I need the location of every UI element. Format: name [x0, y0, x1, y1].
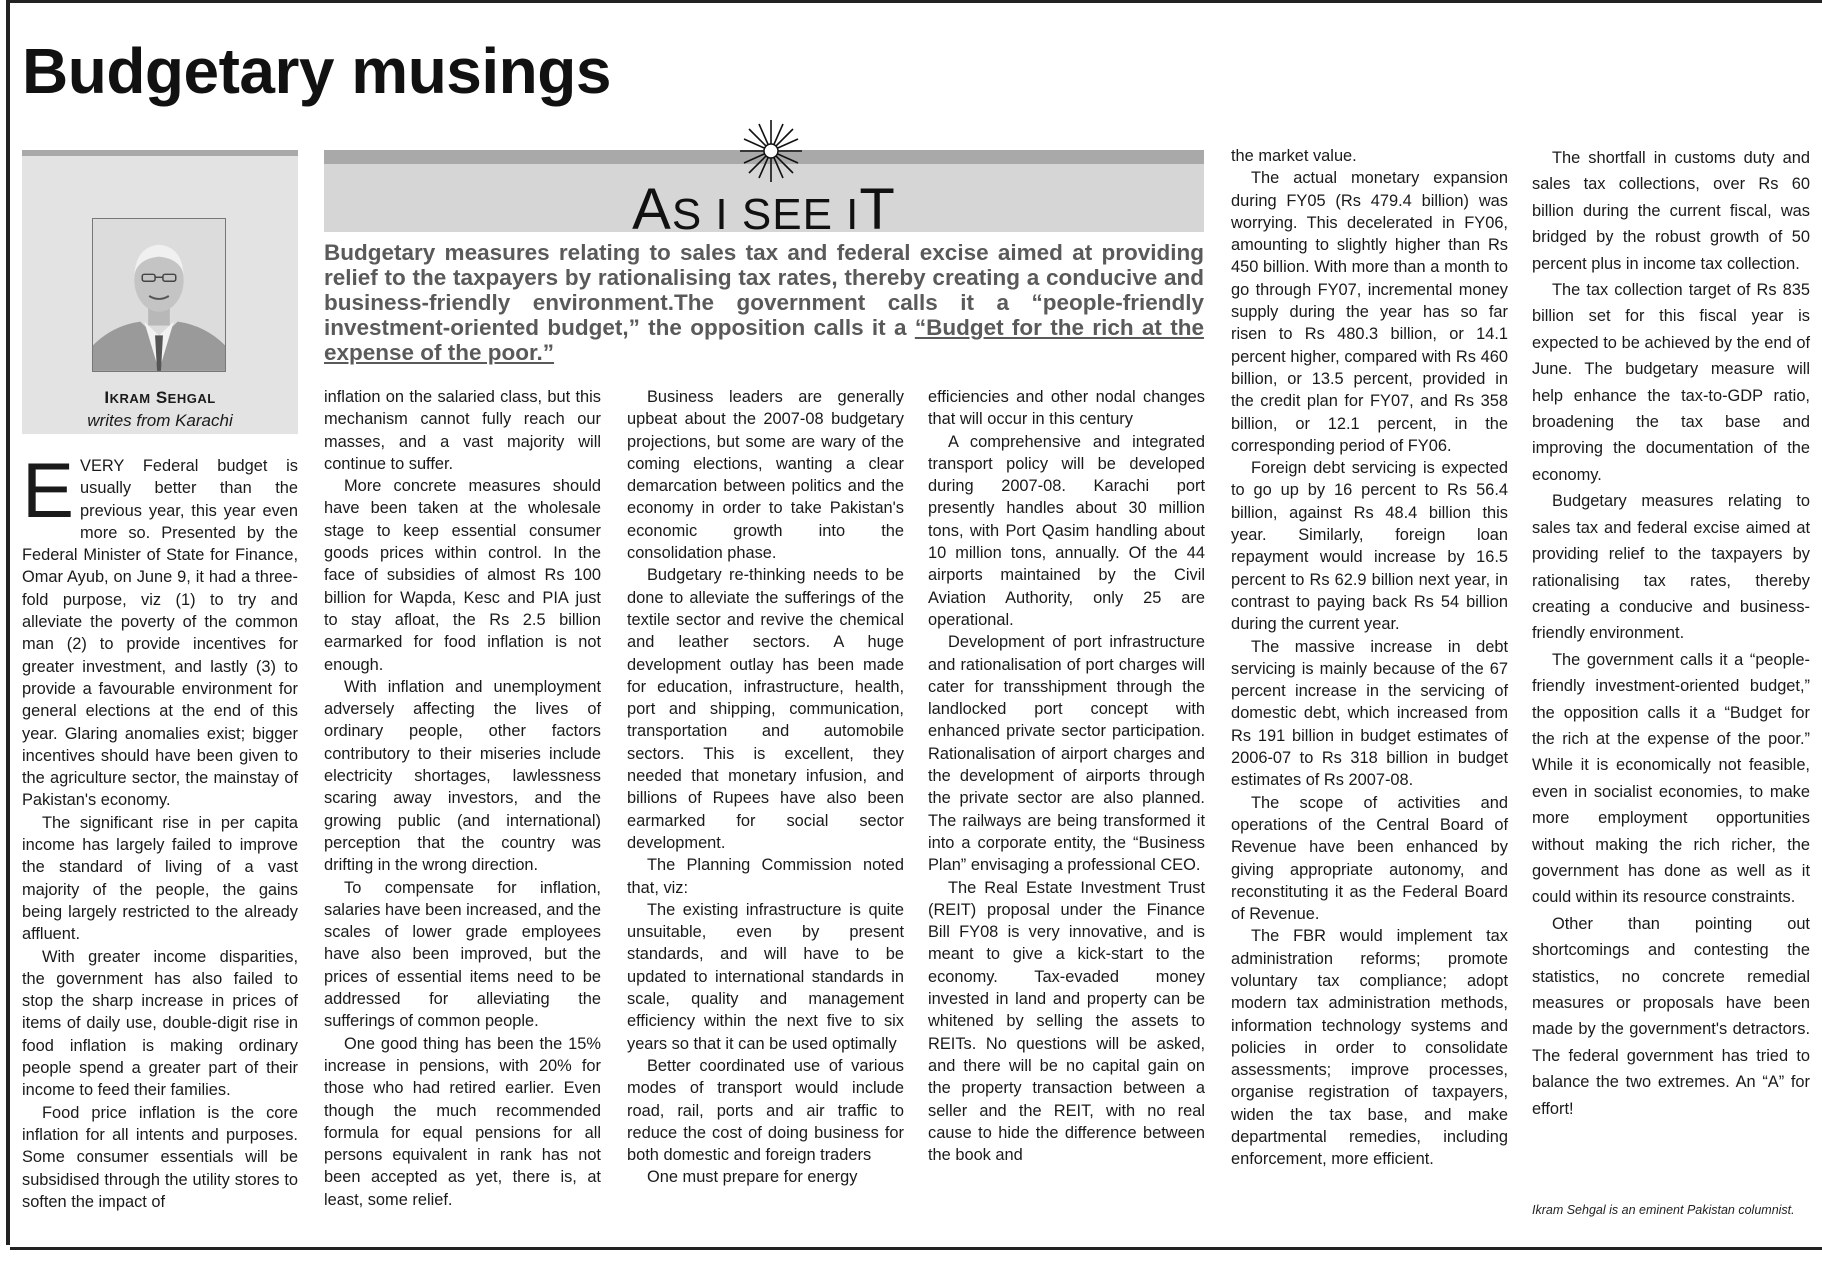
deck-summary	[324, 240, 1204, 365]
author-footnote: Ikram Sehgal is an eminent Pakistan columnist.	[1532, 1203, 1795, 1217]
paragraph: The significant rise in per capita income has largely failed to improve the standard of living of a vast majority of the people, the gains being largely restricted to the already affluent.	[22, 813, 298, 944]
paragraph: The scope of activities and operations of the Central Board of Revenue have been enhanced by giving appropriate autonomy, and reconstituting it as the Federal Board of Revenue.	[1231, 793, 1508, 924]
article-column-2	[324, 386, 601, 1211]
paragraph: Budgetary measures relating to sales tax and federal excise aimed at providing relief to the taxpayers by rationalising tax rates, thereby creating a conducive and business-friendly environment.	[1532, 492, 1810, 643]
author-box	[22, 150, 298, 434]
top-border-rule	[10, 0, 1822, 3]
banner-title-t: T	[859, 177, 896, 242]
author-initial-last: S	[155, 388, 168, 407]
deck-text: Budgetary measures relating to sales tax and federal excise aimed at providing relief to the taxpayers by rationalising tax rates, thereby creating a conducive and business-friendly environment.The government calls it a “people-friendly investment-oriented budget,” the opposition calls it a	[324, 240, 1204, 340]
author-portrait	[92, 218, 226, 372]
author-last-rest: EHGAL	[167, 391, 216, 406]
bottom-border-rule	[10, 1247, 1822, 1250]
article-column-1	[22, 446, 298, 1213]
lead-text: VERY Federal budget is usually better than the previous year, this year even more so. Presented by the Federal Minister of State for Finance, Omar Ayub, on June 9, it had a three-fold purpose, viz (1) to try and alleviate the poverty of the common man (2) to provide incentives for greater investment, and lastly (3) to provide a favourable environment for general elections at the end of this year. Glaring anomalies exist; bigger incentives should have been given to the agriculture sector, the mainstay of Pakistan's economy.	[22, 457, 298, 810]
paragraph: One good thing has been the 15% increase in pensions, with 20% for those who had retired earlier. Even though the much recommended formula for equal pensions for all persons equivalent in rank has not been accepted as yet, there is, at least, some relief.	[324, 1034, 601, 1209]
paragraph: The actual monetary expansion during FY05 (Rs 479.4 billion) was worrying. This decelerated in FY06, amounting to slightly higher than Rs 450 billion. With more than a month to go through FY07, incremental money supply during the year has so far risen to Rs 480.3 billion, or 14.1 percent higher, compared with Rs 460 billion, or 13.5 percent, provided in the credit plan for FY07, and Rs 358 billion, or 12.1 percent, in the corresponding period of FY06.	[1231, 169, 1508, 455]
deck-underlined-quote: “Budget for the rich at the expense of the poor.”	[324, 315, 1204, 365]
article-column-6	[1532, 145, 1810, 1122]
paragraph: The tax collection target of Rs 835 billion set for this fiscal year is expected to be achieved by the end of June. The budgetary measure will help enhance the tax-to-GDP ratio, broadening the tax base and improving the documentation of the economy.	[1532, 281, 1810, 484]
paragraph: The government calls it a “people-friendly investment-oriented budget,” the opposition calls it a “Budget for the rich at the expense of the poor.” While it is economically not feasible, even in socialist economies, to make more employment opportunities without making the rich richer, the government has done as well as it could within its resource constraints.	[1532, 650, 1810, 907]
paragraph: Better coordinated use of various modes of transport would include road, rail, ports and air traffic to reduce the cost of doing business for both domestic and foreign traders	[627, 1056, 904, 1165]
starburst-icon	[738, 118, 804, 184]
article-lead-paragraph	[22, 446, 298, 812]
banner-title-a: A	[632, 177, 672, 242]
paragraph: More concrete measures should have been taken at the wholesale stage to keep essential consumer goods prices within control. In the face of subsidies of almost Rs 100 billion for Wapda, Kesc and PIA just to stay afloat, the Rs 2.5 billion earmarked for food inflation is not enough.	[324, 477, 601, 674]
portrait-drawing	[93, 219, 225, 371]
author-initial-first: I	[104, 388, 110, 407]
paragraph: The shortfall in customs duty and sales tax collections, over Rs 60 billion during the current fiscal, was bridged by the robust growth of 50 percent plus in income tax collection.	[1532, 149, 1810, 273]
paragraph: Business leaders are generally upbeat about the 2007-08 budgetary projections, but some are wary of the coming elections, wanting a clear demarcation between politics and the economy in order to take Pakistan's economic growth into the consolidation phase.	[627, 388, 904, 563]
paragraph: One must prepare for energy	[647, 1168, 858, 1187]
paragraph: The massive increase in debt servicing is mainly because of the 67 percent increase in the servicing of domestic debt, which increased from Rs 191 billion in budget estimates of 2006-07 to Rs 318 billion in budget estimates of Rs 2007-08.	[1231, 637, 1508, 790]
paragraph: efficiencies and other nodal changes that will occur in this century	[928, 388, 1205, 429]
paragraph: The FBR would implement tax administration reforms; promote voluntary tax compliance; adopt modern tax administration methods, information technology systems and policies in order to consolidate assessments; improve processes, organise registration of taxpayers, widen the tax base, and make departmental remedies, including enforcement, more efficient.	[1231, 927, 1508, 1169]
paragraph: Food price inflation is the core inflation for all intents and purposes. Some consumer essentials will be subsidised through the utility stores to soften the impact of	[22, 1103, 298, 1211]
drop-cap: E	[22, 446, 75, 534]
banner-title-s-i-see: S I SEE	[671, 190, 847, 239]
author-location: writes from Karachi	[87, 411, 233, 430]
left-border-rule	[6, 0, 10, 1245]
article-column-3	[627, 386, 904, 1189]
author-name	[22, 388, 298, 408]
paragraph: the market value.	[1231, 147, 1357, 165]
paragraph: With inflation and unemployment adversely affecting the lives of ordinary people, other factors contributory to their miseries include electricity shortages, lawlessness scaring away investors, and the growing public (and international) perception that the country was drifting in the wrong direction.	[324, 677, 601, 875]
paragraph: Other than pointing out shortcomings and contesting the statistics, no concrete remedial measures or proposals have been made by the government's detractors. The federal government has tried to balance the two extremes. An “A” for effort!	[1532, 914, 1810, 1118]
paragraph: The Real Estate Investment Trust (REIT) proposal under the Finance Bill FY08 is very innovative, and is meant to give a kick-start to the economy. Tax-evaded money invested in land and property can be whitened by selling the assets to REITs. No questions will be asked, and there will be no capital gain on the property transaction between a seller and the REIT, with no real cause to hide the difference between the book and	[928, 878, 1205, 1165]
paragraph: Development of port infrastructure and rationalisation of port charges will cater for transshipment through the landlocked port concept with enhanced private sector participation. Rationalisation of airport charges and the development of airports through the private sector are also planned. The railways are being transformed it into a corporate entity, the “Business Plan” envisaging a professional CEO.	[928, 633, 1205, 875]
article-column-5	[1231, 145, 1508, 1171]
paragraph: Budgetary re-thinking needs to be done to alleviate the sufferings of the textile sector and revive the chemical and leather sectors. A huge development outlay has been made for education, infrastructure, health, port and shipping, communication, transportation and automobile sectors. This is excellent, they needed that monetary infusion, and billions of Rupees have also been earmarked for social sector development.	[627, 566, 904, 852]
paragraph: To compensate for inflation, salaries have been increased, and the scales of lower grade employees have also been improved, but the prices of essential items need to be addressed for alleviating the sufferings of common people.	[324, 878, 602, 1031]
headline: Budgetary musings	[22, 35, 611, 107]
paragraph: inflation on the salaried class, but this mechanism cannot fully reach our masses, and a vast majority will continue to suffer.	[324, 388, 601, 473]
paragraph: A comprehensive and integrated transport policy will be developed during 2007-08. Karachi port presently handles about 30 million tons, with Port Qasim handling about 10 million tons, annually. Of the 44 airports maintained by the Civil Aviation Authority, only 25 are operational.	[928, 432, 1205, 629]
paragraph: The Planning Commission noted that, viz:	[627, 856, 904, 897]
paragraph: With greater income disparities, the government has also failed to stop the sharp increase in prices of items of daily use, double-digit rise in food inflation is making ordinary people spend a greater part of their income to feed their families.	[22, 947, 298, 1100]
paragraph: The existing infrastructure is quite unsuitable, even by present standards, and will have to be updated to international standards in scale, quality and management efficiency within the next five to six years so that it can be used optimally	[627, 900, 904, 1053]
author-first-rest: KRAM	[109, 391, 151, 406]
banner-title-i: I	[846, 190, 860, 239]
article-column-4	[928, 386, 1205, 1166]
paragraph: Foreign debt servicing is expected to go up by 16 percent to Rs 56.4 billion, against Rs 48.4 billion this year. Similarly, foreign loan repayment would increase by 16.5 percent to Rs 62.9 billion next year, in contrast to paying back Rs 54 billion during the current year.	[1231, 459, 1508, 634]
banner-title	[324, 176, 1204, 243]
